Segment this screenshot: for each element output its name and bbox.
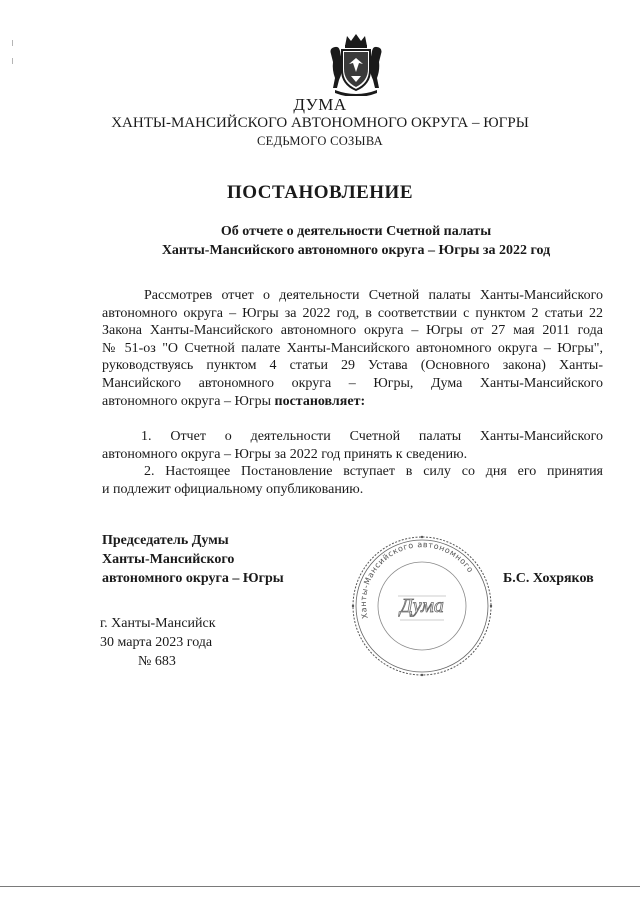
preamble-line: руководствуясь пунктом 4 статьи 29 Устава (Основного закона) Ханты- [102,358,603,374]
official-seal [348,532,496,680]
region-name: ХАНТЫ-МАНСИЙСКОГО АВТОНОМНОГО ОКРУГА – ЮГРЫ [111,115,529,131]
seal-ring-text: Ханты-Мансийского автономного [358,540,476,620]
convocation: СЕДЬМОГО СОЗЫВА [257,134,383,148]
document-subject-line2: Ханты-Мансийского автономного округа – Югры за 2022 год [161,243,551,258]
document-footer [100,614,216,671]
preamble-line: Закона Ханты-Мансийского автономного округа – Югры от 27 мая 2011 года [102,323,603,339]
preamble-last-text: автономного округа – Югры [102,393,275,409]
signer-position-line: автономного округа – Югры [102,571,284,586]
preamble-last-line [102,393,603,411]
signer-position-line: Ханты-Мансийского [102,552,235,567]
organization-name: ДУМА [293,95,347,114]
seal-center-text: Дума [400,595,444,617]
item-2-line: 2. Настоящее Постановление вступает в силу со дня его принятия [144,464,603,480]
preamble-line: № 51-оз "О Счетной палате Ханты-Мансийского автономного округа – Югры", [102,340,603,356]
date-of-adoption: 30 марта 2023 года [100,635,213,650]
item-2-line: и подлежит официальному опубликованию. [102,481,364,497]
item-1-line: автономного округа – Югры за 2022 год принять к сведению. [102,446,468,462]
signer-name: Б.С. Хохряков [503,571,594,586]
document-subject-line1: Об отчете о деятельности Счетной палаты [220,224,492,239]
scan-margin-mark [12,58,13,64]
preamble-line: Мансийского автономного округа – Югры, Дума Ханты-Мансийского [102,375,603,391]
preamble-line: автономного округа – Югры за 2022 год, в соответствии с пунктом 2 статьи 22 [102,305,603,321]
resolves-keyword: постановляет: [274,393,366,409]
preamble-paragraph [102,287,603,410]
scan-edge-line [0,886,640,887]
document-number: № 683 [138,654,176,669]
preamble-line: Рассмотрев отчет о деятельности Счетной палаты Ханты-Мансийского [144,288,603,303]
place-of-adoption: г. Ханты-Мансийск [100,616,216,631]
document-type-title: ПОСТАНОВЛЕНИЕ [226,182,414,203]
scan-margin-mark [12,40,13,46]
signer-position-line: Председатель Думы [102,533,229,548]
coat-of-arms-emblem [327,32,385,96]
resolution-items [102,428,603,498]
signer-position [102,531,284,588]
item-1-line: 1. Отчет о деятельности Счетной палаты Ханты-Мансийского [141,429,603,444]
